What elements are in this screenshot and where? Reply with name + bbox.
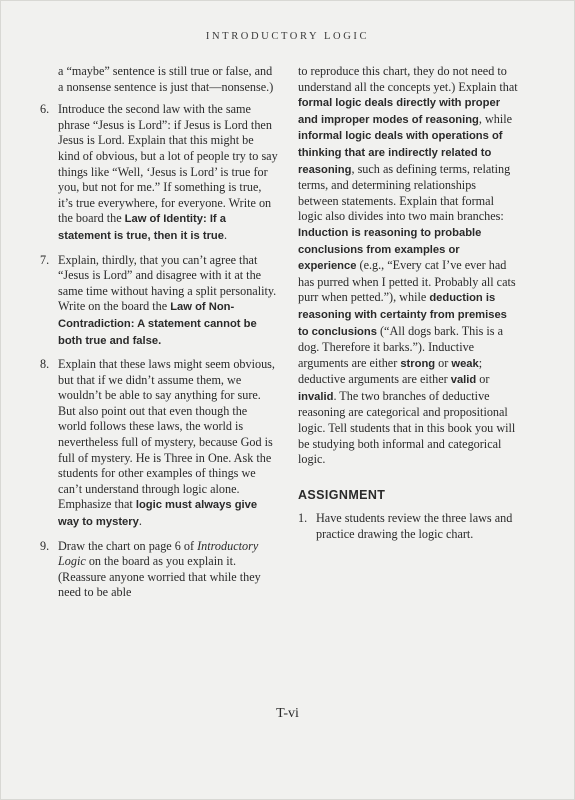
running-head: INTRODUCTORY LOGIC — [205, 31, 370, 42]
numbered-list — [40, 102, 278, 601]
formal-logic-definition: formal logic deals directly with proper and improper modes of reasoning — [298, 97, 501, 126]
law-of-identity: Law of Identity: If a statement is true, then it is true — [58, 213, 226, 242]
text-run: to reproduce this chart, they do not need to understand all the concepts yet.) Explain that — [298, 64, 518, 94]
text-run: , while — [478, 111, 513, 126]
deduction-definition: deduction is reasoning with certainty from premises to conclusions — [298, 292, 507, 338]
item-number: 7. — [40, 252, 50, 267]
term-weak: weak — [451, 357, 479, 370]
term-strong: strong — [400, 357, 436, 370]
item-number: 1. — [298, 511, 308, 526]
item-tail: . — [223, 227, 228, 242]
induction-definition: Induction is reasoning to probable conclusions from examples or experience — [298, 226, 482, 273]
assignment-heading: ASSIGNMENT — [298, 487, 386, 502]
right-column — [298, 64, 518, 551]
text-run: ; deductive arguments are either — [298, 355, 483, 387]
law-of-non-contradiction: Law of Non-Contradiction: A statement cannot be both true and false. — [58, 301, 257, 347]
item-text: Draw the chart on page 6 of — [58, 538, 198, 553]
logic-explanation-paragraph — [298, 64, 518, 468]
book-title: Introductory Logic — [58, 538, 259, 569]
text-run: . The two branches of deductive reasoning are categorical and propositional logic. Tell students that in this book you will be studying both informal and categorical logic. — [298, 388, 516, 467]
item-number: 6. — [40, 102, 50, 117]
list-item-7 — [40, 253, 278, 350]
text-run: or — [476, 372, 490, 387]
term-valid: valid — [450, 374, 477, 387]
item-number: 9. — [40, 538, 50, 553]
mystery-emphasis: logic must always give way to mystery — [58, 499, 258, 529]
text-run: (“All dogs bark. This is a dog. Therefore it barks.”). Inductive arguments are either — [298, 323, 503, 370]
term-invalid: invalid — [298, 390, 334, 403]
assignment-item — [298, 511, 518, 542]
list-item-8 — [40, 357, 278, 531]
item-number: 8. — [40, 357, 50, 372]
item-tail: . — [138, 514, 142, 529]
item-text: Explain, thirdly, that you can’t agree that “Jesus is Lord” and disagree with it at the same time without having a split personality. Write on the board the — [58, 252, 277, 314]
continuation-text: a “maybe” sentence is still true or false, and a nonsense sentence is just that—nonsense.) — [58, 64, 274, 94]
item-text: Introduce the second law with the same phrase “Jesus is Lord”: if Jesus is Lord then Jesus is Lord. Explain that this might be kind of obvious, but a lot of people try to say things like “Well, ‘Jesus is Lord’ is true for you, but not for me.” If something is true, it’s true everywhere, for everyone. Write on the board the — [58, 102, 278, 226]
assignment-list — [298, 511, 518, 542]
page-number: T-vi — [276, 706, 299, 721]
list-item-6 — [40, 102, 278, 244]
item-text: Have students review the three laws and practice drawing the logic chart. — [316, 511, 513, 542]
left-column — [40, 64, 278, 609]
item-tail: on the board as you explain it. (Reassure anyone worried that while they need to be able — [58, 554, 261, 600]
text-run: (e.g., “Every cat I’ve ever had has purred when I petted it. Probably all cats purr when petted.”), while — [298, 258, 516, 305]
text-run: , such as defining terms, relating terms, and determining relationships between statements. Explain that formal logic also divides into two main branches: — [298, 161, 511, 224]
list-item-9 — [40, 539, 278, 601]
item-text: Explain that these laws might seem obvious, but that if we didn’t assume them, we wouldn’t be able to say anything for sure. But also point out that even though the world follows these laws, the world is nevertheless full of mystery, because God is full of mystery. He is Three in One. Ask the students for other examples of things we can’t understand through logic alone. Emphasize that — [58, 357, 275, 512]
text-run: or — [435, 355, 452, 370]
informal-logic-definition: informal logic deals with operations of thinking that are indirectly related to reasoning — [298, 130, 503, 176]
